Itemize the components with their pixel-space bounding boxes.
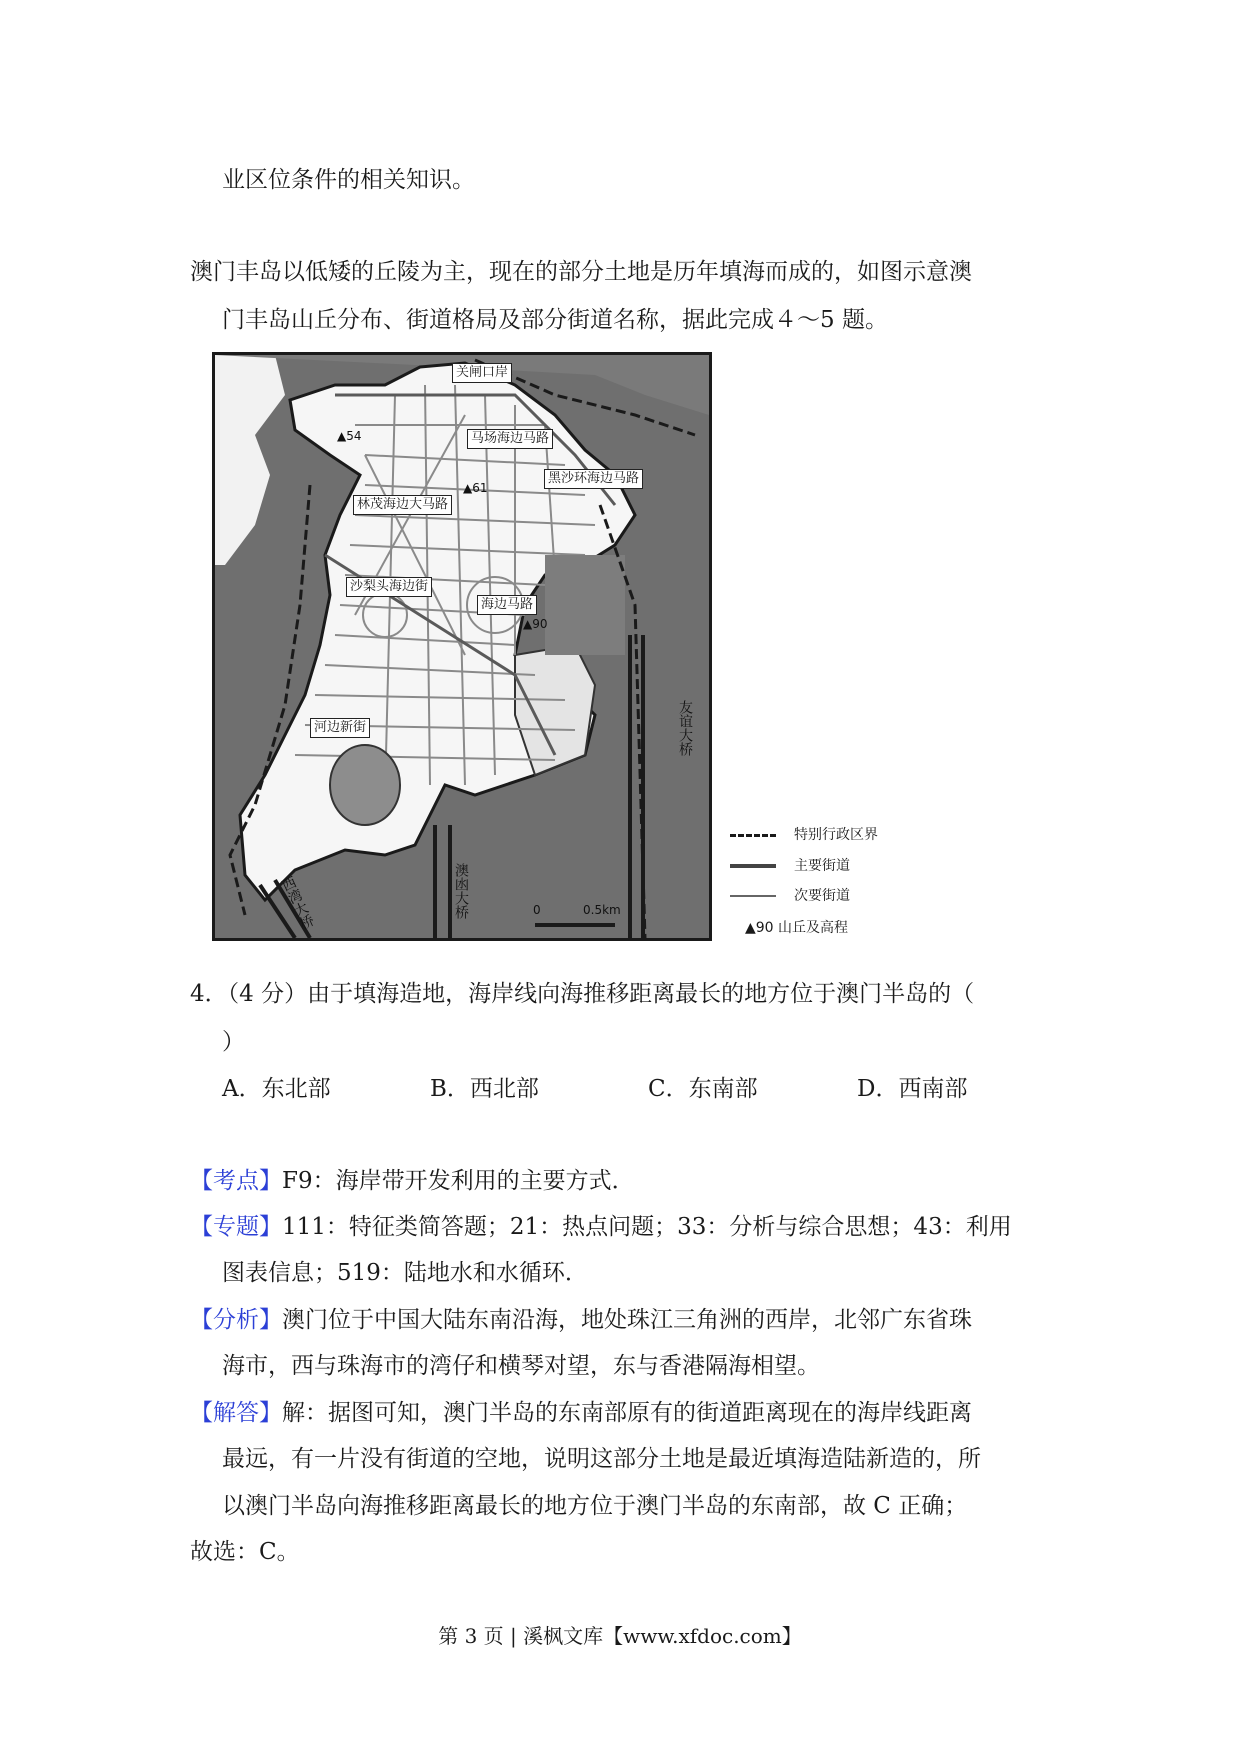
legend-main-line [730,864,776,868]
fenxi-line-2: 海市，西与珠海市的湾仔和横琴对望，东与香港隔海相望。 [222,1353,820,1379]
question-stem-2: ） [222,1029,245,1055]
jieda-text-1: 解：据图可知，澳门半岛的东南部原有的街道距离现在的海岸线距离 [282,1400,972,1426]
fenxi-text-1: 澳门位于中国大陆东南沿海，地处珠江三角洲的西岸，北邻广东省珠 [282,1307,972,1333]
label-aoxi-bridge: 澳凼大桥 [453,863,469,919]
text-line-1: 业区位条件的相关知识。 [222,167,475,193]
jieda-line-3: 以澳门半岛向海推移距离最长的地方位于澳门半岛的东南部，故 C 正确； [222,1493,968,1519]
jieda-line-2: 最远，有一片没有街道的空地，说明这部分土地是最近填海造陆新造的，所 [222,1446,981,1472]
fenxi-tag: 【分析】 [190,1307,282,1333]
label-haibian: 海边马路 [477,595,537,615]
zhuanti-text-1: 111：特征类简答题；21：热点问题；33：分析与综合思想；43：利用 [282,1214,1012,1240]
intro-line-1: 澳门丰岛以低矮的丘陵为主，现在的部分土地是历年填海而成的，如图示意澳 [190,259,972,285]
fenxi-line-1 [190,1304,972,1336]
option-d: D．西南部 [857,1076,968,1102]
guxuan-line: 故选：C。 [190,1539,300,1565]
legend-secondary-line [730,895,776,897]
page-footer: 第 3 页 | 溪枫文库【www.xfdoc.com】 [438,1624,802,1648]
kaodian-text: F9：海岸带开发利用的主要方式． [282,1168,635,1194]
zhuanti-line-2: 图表信息；519：陆地水和水循环． [222,1260,588,1286]
legend-boundary-text: 特别行政区界 [794,827,878,843]
option-b: B．西北部 [430,1076,539,1102]
kaodian-tag: 【考点】 [190,1168,282,1194]
jieda-tag: 【解答】 [190,1400,282,1426]
label-shalitou: 沙梨头海边街 [346,577,432,597]
zhuanti-tag: 【专题】 [190,1214,282,1240]
map-drawing [215,355,709,938]
label-guanzha: 关闸口岸 [452,363,512,383]
zhuanti-line-1 [190,1211,1012,1243]
label-xiwan-bridge: 西湾大桥 [277,874,317,932]
legend-boundary [730,824,878,844]
scale-label: 0.5km [583,903,621,917]
hill-61: ▲61 [463,481,488,495]
macau-map [212,352,712,941]
legend-secondary [730,885,850,905]
legend-secondary-text: 次要街道 [794,888,850,904]
question-stem-1: 4．（4 分）由于填海造地，海岸线向海推移距离最长的地方位于澳门半岛的（ [190,981,975,1007]
kaodian-line [190,1165,635,1197]
option-a: A．东北部 [222,1076,331,1102]
legend-main [730,855,850,875]
label-youyi-bridge: 友谊大桥 [677,700,693,756]
hill-90: ▲90 [523,617,548,631]
jieda-line-1 [190,1397,972,1429]
label-machang: 马场海边马路 [467,429,553,449]
hill-54: ▲54 [337,429,362,443]
intro-line-2: 门丰岛山丘分布、街道格局及部分街道名称，据此完成４～5 题。 [222,307,888,333]
option-c: C．东南部 [648,1076,758,1102]
legend-main-text: 主要街道 [794,858,850,874]
label-heishahuan: 黑沙环海边马路 [544,469,643,489]
legend-boundary-line [730,834,776,837]
label-hebian: 河边新街 [310,718,370,738]
scale-zero: 0 [533,903,541,917]
legend-hill: ▲90 山丘及高程 [745,920,849,936]
label-linmao: 林茂海边大马路 [353,495,452,515]
